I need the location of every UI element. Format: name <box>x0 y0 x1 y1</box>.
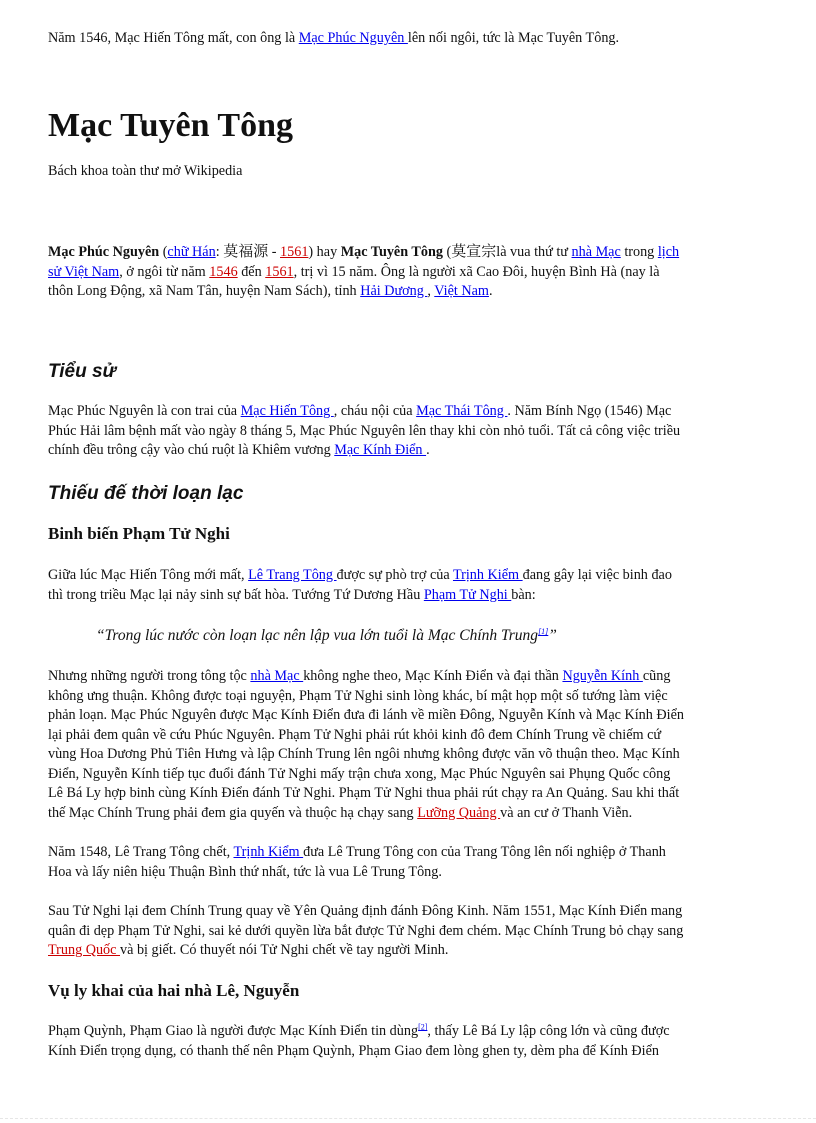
text: thế Mạc Chính Trung phải đem gia quyến và thuộc hạ chạy sang <box>48 804 418 821</box>
text-line: Kính Điển trọng dụng, có thanh thế nên Phạm Quỳnh, Phạm Giao đem lòng ghen ty, dèm pha để Kính Điển <box>48 1042 660 1059</box>
text: được sự phò trợ của <box>336 567 453 583</box>
cjk-name: 莫福源 <box>223 242 269 260</box>
text: lên nối ngôi, tức là Mạc Tuyên Tông. <box>407 30 620 46</box>
text: Phạm Quỳnh, Phạm Giao là người được Mạc Kính Điển tin dùng <box>48 1023 419 1039</box>
top-paragraph <box>48 29 764 49</box>
text: , ở ngôi từ năm <box>119 263 210 280</box>
blockquote <box>96 626 557 646</box>
text: và bị giết. Có thuyết nói Tử Nghi chết về tay người Minh. <box>120 942 449 958</box>
paragraph-2 <box>48 667 764 823</box>
paragraph-5 <box>48 1022 764 1061</box>
link-mac-phuc-nguyen[interactable]: Mạc Phúc Nguyên <box>298 30 408 46</box>
link-1561[interactable]: 1561 <box>280 244 309 260</box>
text: không nghe theo, Mạc Kính Điển và đại thần <box>303 668 563 684</box>
link-hai-duong[interactable]: Hải Dương <box>360 283 428 299</box>
tieu-su-paragraph <box>48 402 764 461</box>
page-bottom-divider <box>0 1118 816 1119</box>
link-pham-tu-nghi[interactable]: Phạm Tử Nghi <box>423 586 512 603</box>
bold-temple-name: Mạc Tuyên Tông <box>340 244 443 260</box>
link-chu-han[interactable]: chữ Hán <box>167 244 216 260</box>
text: đang gây lại việc binh đao <box>522 567 672 583</box>
text: , <box>427 283 435 299</box>
footnote-ref-1[interactable]: [1] <box>538 626 549 636</box>
subheading-binh-bien: Binh biến Phạm Tử Nghi <box>48 524 230 543</box>
heading-tieu-su: Tiểu sử <box>48 361 117 382</box>
text: bàn: <box>511 586 536 603</box>
heading-thieu-de: Thiếu đế thời loạn lạc <box>48 483 244 504</box>
text: đưa Lê Trung Tông con của Trang Tông lên nối nghiệp ở Thanh <box>303 844 666 860</box>
quote-text: “Trong lúc nước còn loạn lạc nên lập vua lớn tuổi là Mạc Chính Trung <box>96 627 539 644</box>
link-mac-hien-tong[interactable]: Mạc Hiến Tông <box>240 403 334 419</box>
cjk-temple-name: 莫宣宗 <box>451 242 497 260</box>
text: Mạc Phúc Nguyên là con trai của <box>48 403 241 419</box>
link-1546[interactable]: 1546 <box>209 263 238 280</box>
paragraph-4 <box>48 902 764 961</box>
text-line: Điển, Nguyễn Kính tiếp tục đuổi đánh Tử Nghi mấy trận chưa xong, Mạc Phúc Nguyên sai Phụng Quốc công <box>48 765 671 782</box>
page-title: Mạc Tuyên Tông <box>48 107 294 144</box>
text-line: lại phải đem quân về cứu Phúc Nguyên. Phạm Tử Nghi phải rút khỏi kinh đô đem Chính Trung về chiếm cứ <box>48 726 662 743</box>
text: Năm 1548, Lê Trang Tông chết, <box>48 844 234 860</box>
text: . <box>426 442 430 458</box>
text: Nhưng những người trong tông tộc <box>48 668 251 684</box>
text: , trị vì 15 năm. Ông là người xã Cao Đôi, huyện Bình Hà (nay là <box>293 263 660 280</box>
text: , thấy Lê Bá Ly lập công lớn và cũng được <box>427 1023 670 1039</box>
link-luong-quang[interactable]: Lưỡng Quảng <box>417 804 501 821</box>
text-line: Hoa và lấy niên hiệu Thuận Bình thứ nhất, tức là vua Lê Trung Tông. <box>48 863 442 880</box>
text: Năm 1546, Mạc Hiến Tông mất, con ông là <box>48 30 299 46</box>
text-line: không ưng thuận. Không được toại nguyện, Phạm Tử Nghi sinh lòng khác, bí mật họp một số tướng làm việc <box>48 687 668 704</box>
link-1561-b[interactable]: 1561 <box>265 263 294 280</box>
text: : <box>215 244 224 260</box>
page-subtitle: Bách khoa toàn thư mở Wikipedia <box>48 163 243 179</box>
text: Giữa lúc Mạc Hiến Tông mới mất, <box>48 567 249 583</box>
paragraph-3 <box>48 843 764 882</box>
text: . <box>488 283 493 299</box>
link-lich-su-viet-nam-cont[interactable]: sử Việt Nam <box>48 263 120 280</box>
text: đến <box>237 263 266 280</box>
link-trinh-kiem-2[interactable]: Trịnh Kiểm <box>233 844 304 860</box>
text: thì trong triều Mạc lại nảy sinh sự bất hòa. Tướng Tứ Dương Hầu <box>48 586 424 603</box>
link-mac-thai-tong[interactable]: Mạc Thái Tông <box>416 403 508 419</box>
paragraph-1 <box>48 566 764 605</box>
text: , cháu nội của <box>333 403 417 419</box>
bold-name: Mạc Phúc Nguyên <box>48 244 160 260</box>
link-nguyen-kinh[interactable]: Nguyễn Kính <box>562 668 643 684</box>
link-trinh-kiem[interactable]: Trịnh Kiểm <box>452 567 523 583</box>
link-le-trang-tong[interactable]: Lê Trang Tông <box>248 567 337 583</box>
text: - <box>268 244 281 260</box>
text: và an cư ở Thanh Viễn. <box>500 804 633 821</box>
quote-end: ” <box>548 627 557 644</box>
link-viet-nam[interactable]: Việt Nam <box>434 283 489 299</box>
link-nha-mac-2[interactable]: nhà Mạc <box>250 668 304 684</box>
text-line: Phúc Hải lâm bệnh mất vào ngày 8 tháng 5, Mạc Phúc Nguyên lên thay khi còn nhỏ tuổi. Tất cả công việc triều <box>48 422 681 439</box>
link-nha-mac[interactable]: nhà Mạc <box>571 244 621 260</box>
text-line: Sau Tử Nghi lại đem Chính Trung quay về Yên Quảng định đánh Đông Kinh. Năm 1551, Mạc Kính Điển mang <box>48 903 683 919</box>
text: ( <box>159 244 168 260</box>
text: thôn Long Động, xã Nam Tân, huyện Nam Sách), tỉnh <box>48 283 361 299</box>
text: . Năm Bính Ngọ (1546) Mạc <box>507 403 672 419</box>
text: cũng <box>642 668 671 684</box>
subheading-vu-ly-khai: Vụ ly khai của hai nhà Lê, Nguyễn <box>48 981 300 1000</box>
text: ( <box>442 244 452 260</box>
text-line: quân đi dẹp Phạm Tử Nghi, sai kẻ dưới quyền lừa bắt được Tử Nghi đem chém. Mạc Chính Trung bỏ chạy sang <box>48 922 684 939</box>
text: trong <box>620 244 658 260</box>
intro-paragraph <box>48 242 764 302</box>
text-line: phản loạn. Mạc Phúc Nguyên được Mạc Kính Điển đưa đi lánh về miền Đông, Nguyễn Kính và Mạc Kính Điển <box>48 707 684 723</box>
text: chính đều trông cậy vào chú ruột là Khiêm vương <box>48 442 335 458</box>
text: ) hay <box>308 244 341 260</box>
link-lich-su-viet-nam[interactable]: lịch <box>657 244 680 260</box>
link-trung-quoc[interactable]: Trung Quốc <box>48 942 120 958</box>
text: là vua thứ tư <box>496 244 572 260</box>
link-mac-kinh-dien[interactable]: Mạc Kính Điển <box>334 442 427 458</box>
text-line: Lê Bá Ly hợp binh cùng Kính Điển đánh Tử Nghi. Phạm Tử Nghi thua phải rút chạy ra An Quảng. Sau khi thất <box>48 785 680 801</box>
footnote-ref-2[interactable]: [2] <box>418 1022 428 1032</box>
text-line: vùng Hoa Dương Phủ Tiên Hưng và lập Chính Trung lên ngôi nhưng không được văn võ thuận theo. Mạc Kính <box>48 746 680 762</box>
